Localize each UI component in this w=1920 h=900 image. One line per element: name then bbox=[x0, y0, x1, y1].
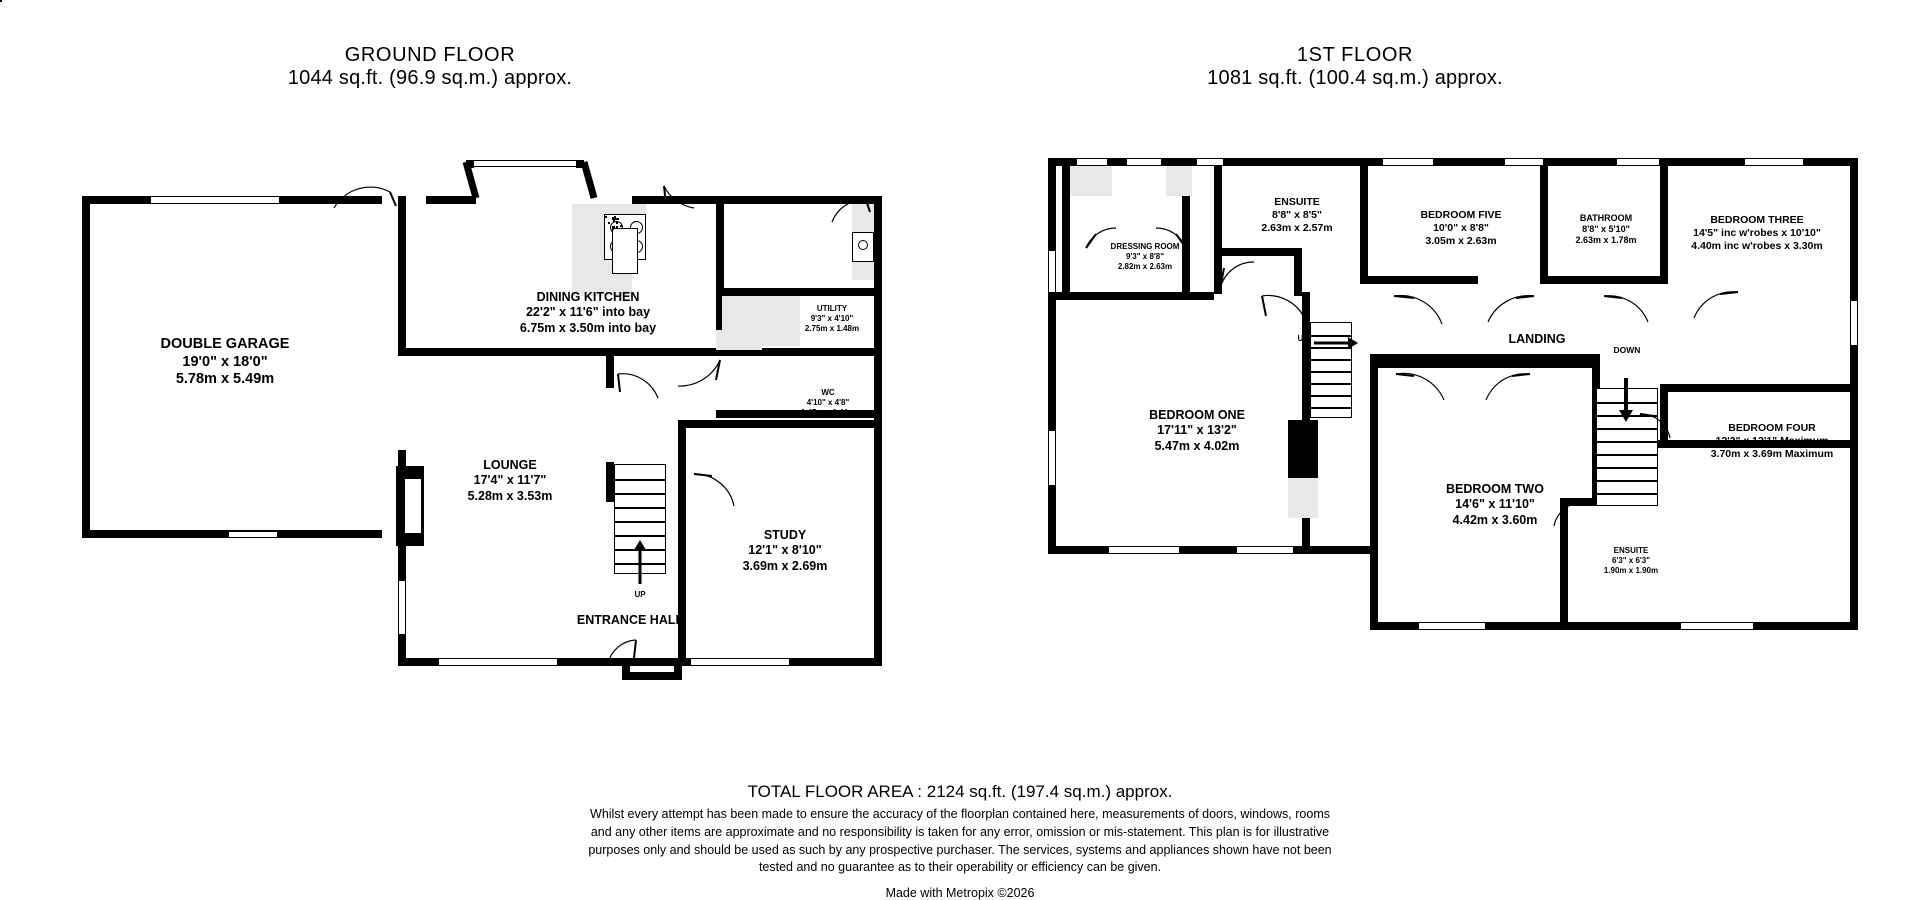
door bbox=[1478, 368, 1536, 404]
first-floor-subtitle: 1081 sq.ft. (100.4 sq.m.) approx. bbox=[1207, 67, 1503, 89]
oven bbox=[612, 228, 638, 274]
wall bbox=[1664, 384, 1858, 392]
wall bbox=[1370, 546, 1378, 630]
wall bbox=[1062, 166, 1070, 296]
stairs-down-label: DOWN bbox=[1613, 345, 1641, 355]
window bbox=[690, 658, 790, 666]
stairs-up-arrow-icon bbox=[632, 540, 648, 584]
room-label-dining-kitchen: DINING KITCHEN 22'2" x 11'6" into bay 6.75m x 3.50m into bay bbox=[519, 290, 657, 335]
window bbox=[1850, 300, 1858, 346]
door bbox=[660, 182, 720, 212]
wall bbox=[678, 420, 878, 428]
stairs-up-arrow-icon bbox=[1314, 336, 1358, 350]
window bbox=[438, 658, 558, 666]
window bbox=[1126, 158, 1162, 166]
wall bbox=[716, 288, 876, 296]
window bbox=[1616, 158, 1660, 166]
window bbox=[1680, 622, 1754, 630]
door bbox=[828, 196, 878, 226]
appliance bbox=[612, 228, 614, 230]
room-label-lounge: LOUNGE 17'4" x 11'7" 5.28m x 3.53m bbox=[467, 458, 553, 503]
door bbox=[1392, 368, 1454, 404]
wall bbox=[100, 530, 102, 532]
window bbox=[1236, 546, 1294, 554]
room-label-ensuite-master: ENSUITE 8'8" x 8'5" 2.63m x 2.57m bbox=[1261, 196, 1333, 234]
appliance bbox=[612, 217, 614, 219]
credit-text: Made with Metropix ©2026 bbox=[885, 886, 1035, 900]
room-label-landing: LANDING bbox=[1508, 332, 1566, 346]
window bbox=[1108, 546, 1180, 554]
room-label-bathroom: BATHROOM 8'8" x 5'10" 2.63m x 1.78m bbox=[1575, 213, 1637, 245]
door bbox=[690, 470, 746, 510]
wall bbox=[606, 462, 614, 502]
stairs-down-arrow-icon bbox=[1618, 378, 1634, 422]
ground-floor-subtitle: 1044 sq.ft. (96.9 sq.m.) approx. bbox=[287, 67, 573, 89]
appliance bbox=[616, 222, 618, 224]
ground-floor-title: GROUND FLOOR bbox=[344, 44, 516, 66]
window bbox=[1076, 158, 1108, 166]
room-label-wc: WC 4'10" x 4'8" 1.47m x 1.44m bbox=[800, 388, 856, 417]
wall bbox=[606, 348, 614, 388]
wall bbox=[674, 658, 682, 680]
dial-icon bbox=[858, 240, 868, 250]
window bbox=[1504, 158, 1544, 166]
wardrobe bbox=[1070, 166, 1112, 196]
window bbox=[1418, 622, 1486, 630]
room-label-study: STUDY 12'1" x 8'10" 3.69m x 2.69m bbox=[742, 528, 828, 573]
garage-threshold bbox=[100, 530, 382, 532]
wall bbox=[874, 196, 882, 666]
door bbox=[1686, 288, 1744, 324]
window bbox=[1382, 158, 1434, 166]
entrance-door bbox=[600, 636, 640, 666]
room-label-bedroom-two: BEDROOM TWO 14'6" x 11'10" 4.42m x 3.60m bbox=[1446, 482, 1544, 527]
room-label-double-garage: DOUBLE GARAGE 19'0" x 18'0" 5.78m x 5.49m bbox=[160, 336, 290, 388]
bay-walls bbox=[420, 150, 600, 210]
appliance bbox=[614, 216, 616, 218]
wall bbox=[1048, 158, 1858, 166]
wall bbox=[1048, 158, 1056, 554]
window bbox=[1048, 250, 1056, 296]
wall bbox=[1214, 248, 1302, 256]
wardrobe bbox=[1288, 478, 1318, 518]
wall bbox=[1370, 354, 1600, 362]
wardrobe bbox=[1288, 420, 1318, 478]
appliance bbox=[616, 226, 618, 228]
door bbox=[660, 356, 724, 390]
wall bbox=[1540, 276, 1668, 284]
first-floor-title: 1ST FLOOR bbox=[1296, 44, 1414, 66]
appliance bbox=[0, 0, 2, 2]
door bbox=[1214, 258, 1264, 294]
window bbox=[150, 196, 280, 204]
total-floor-area: TOTAL FLOOR AREA : 2124 sq.ft. (197.4 sq.m.) approx. bbox=[747, 782, 1173, 801]
room-label-bedroom-five: BEDROOM FIVE 10'0" x 8'8" 3.05m x 2.63m bbox=[1420, 209, 1502, 247]
appliance bbox=[605, 216, 607, 218]
room-label-bedroom-four: BEDROOM FOUR 12'2" x 12'1" Maximum 3.70m x 3.69m Maximum bbox=[1710, 422, 1834, 460]
wall bbox=[1368, 276, 1478, 284]
appliance bbox=[613, 220, 615, 222]
door bbox=[614, 370, 668, 404]
appliance bbox=[613, 226, 615, 228]
room-label-utility: UTILITY 9'3" x 4'10" 2.75m x 1.48m bbox=[804, 304, 860, 333]
door bbox=[1390, 292, 1452, 328]
door bbox=[1480, 292, 1540, 328]
appliance bbox=[620, 225, 622, 227]
window bbox=[398, 580, 406, 635]
stairs-up-label: UP bbox=[634, 590, 646, 599]
wall bbox=[1294, 248, 1302, 296]
wall bbox=[1370, 360, 1378, 546]
appliance bbox=[616, 218, 618, 220]
door bbox=[332, 186, 402, 212]
room-label-bedroom-three: BEDROOM THREE 14'5" inc w'robes x 10'10" 4.40m inc w'robes x 3.30m bbox=[1691, 214, 1823, 252]
wall bbox=[398, 196, 406, 356]
door bbox=[1600, 292, 1658, 328]
window bbox=[1048, 430, 1056, 486]
kitchen-units bbox=[604, 204, 646, 214]
wall bbox=[406, 348, 716, 356]
stairs-up-label: UP bbox=[1297, 334, 1309, 343]
window bbox=[1744, 158, 1804, 166]
door bbox=[1258, 292, 1314, 326]
wall bbox=[1048, 546, 1378, 554]
room-label-bedroom-one: BEDROOM ONE 17'11" x 13'2" 5.47m x 4.02m bbox=[1149, 408, 1245, 453]
window bbox=[1196, 158, 1224, 166]
disclaimer-text: Whilst every attempt has been made to ensure the accuracy of the floorplan contained here, measurements of doors, windows, rooms and any other items are approximate and no responsibility is taken for any error, omission or mis-statement. This plan is for illustrative purposes only and should be used as such by any prospective purchaser. The services, systems and appliances shown have not been tested and no guarantee as to their operability or efficiency can be given. bbox=[588, 807, 1332, 875]
room-label-entrance-hall: ENTRANCE HALL bbox=[576, 613, 684, 627]
room-label-ensuite-two: ENSUITE 6'3" x 6'3" 1.90m x 1.90m bbox=[1603, 546, 1659, 575]
wardrobe bbox=[1166, 166, 1192, 196]
appliance bbox=[608, 222, 610, 224]
room-label-dressing-room: DRESSING ROOM 9'3" x 8'8" 2.82m x 2.63m bbox=[1110, 242, 1180, 271]
